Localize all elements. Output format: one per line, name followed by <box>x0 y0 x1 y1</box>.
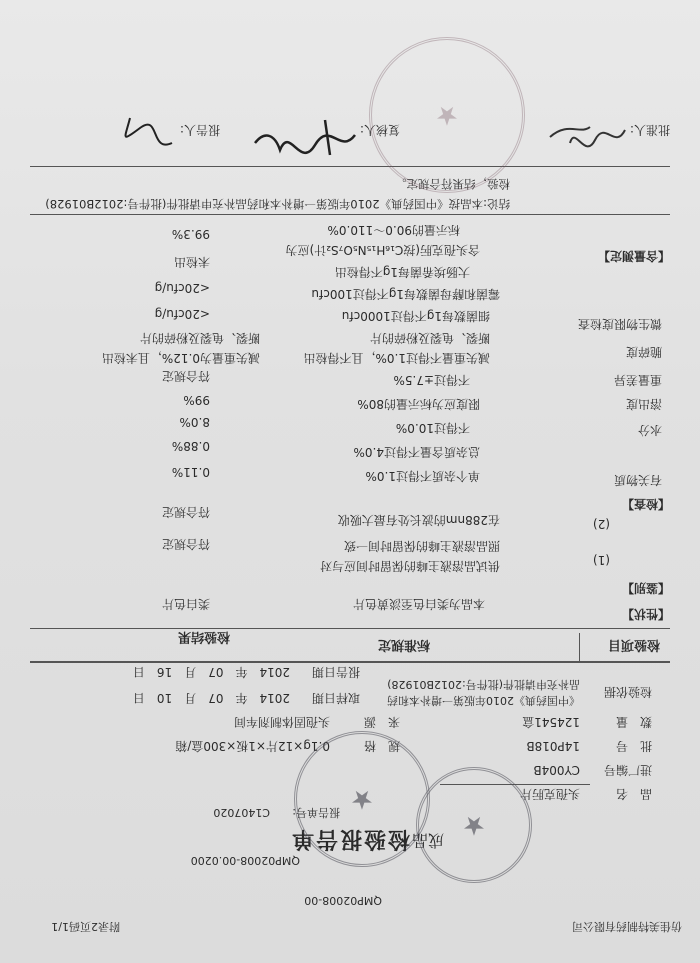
impurity-result-1: 0.11% <box>171 465 210 479</box>
report-date: 2014 年 07 月 16 日 <box>132 665 290 679</box>
entry-code-label: 进厂编号 <box>603 763 652 777</box>
assay-standard-2: 标示量的90.0～110.0% <box>327 223 460 237</box>
approver-label: 批准人: <box>629 123 670 137</box>
conclusion-line-1: 结论:本品按《中国药典》2010年版第一增补本和药品补充申请批件(批件号:2012B01928) <box>45 197 510 211</box>
microbial-label: 微生物限度检查 <box>577 317 662 331</box>
friability-standard-2: 断裂、龟裂及粉碎的片 <box>369 331 490 345</box>
batch-number: 14P018B <box>526 739 580 753</box>
product-name-label: 品 名 <box>615 787 652 801</box>
star-icon: ★ <box>350 784 374 814</box>
water-result: 8.0% <box>179 415 210 429</box>
appearance-result: 类白色片 <box>161 597 210 611</box>
sample-date-label: 取样日期 <box>311 691 360 705</box>
quality-stamp-primary <box>294 731 430 867</box>
appearance-standard: 本品为类白色至淡黄色片 <box>352 597 485 611</box>
spec-value: 0.1g×12片×1板×300盒/箱 <box>175 739 330 753</box>
microbial-standard-3: 大肠埃希菌每1g不得检出 <box>334 265 470 279</box>
section-identification: 【鉴别】 <box>621 581 670 595</box>
star-icon: ★ <box>435 100 459 130</box>
column-item-header: 检验项目 <box>607 637 660 652</box>
basis-line-2: 品补充申请批件(批件号:2012B01928) <box>387 678 580 691</box>
assay-standard-1: 含头孢克肟(按C₁₆H₁₅N₅O₇S₂计)应为 <box>285 243 480 257</box>
column-result-header: 检验结果 <box>177 629 230 644</box>
weight-variation-label: 重量差异 <box>613 373 662 387</box>
dissolution-result: 99% <box>183 393 210 407</box>
weight-variation-standard: 不得过±7.5% <box>393 373 470 387</box>
section-assay: 【含量测定】 <box>597 249 670 263</box>
impurity-standard-2: 总杂质含量不得过4.0% <box>353 445 480 459</box>
ident2-standard: 在288nm的波长处有最大吸收 <box>337 513 500 527</box>
approver-signature <box>540 111 630 155</box>
page-note: 附录2页码1/1 <box>51 920 120 933</box>
ident2-number: (2) <box>593 517 610 531</box>
batch-label: 批 号 <box>615 739 652 753</box>
product-name: 头孢克肟片 <box>519 787 580 801</box>
ident2-result: 符合规定 <box>161 505 210 519</box>
table-top-border <box>30 661 670 663</box>
title-prefix: 成品 <box>411 831 444 850</box>
water-label: 水分 <box>637 423 662 437</box>
friability-result-2: 断裂、龟裂及粉碎的片 <box>139 331 260 345</box>
company-name: 仿佳美特制药有限公司 <box>572 920 682 933</box>
basis-line-1: 《中国药典》2010年版第一增补本和药 <box>387 694 580 707</box>
column-standard-header: 标准规定 <box>377 637 430 652</box>
microbial-result-2: <20cfu/g <box>154 281 210 295</box>
impurity-result-2: 0.88% <box>171 439 210 453</box>
doc-number-secondary: QMP02008-00.0200 <box>190 854 300 867</box>
dissolution-label: 溶出度 <box>625 397 662 411</box>
microbial-standard-2: 霉菌和酵母菌数每1g不得过100cfu <box>311 287 500 301</box>
faint-stamp <box>369 37 525 193</box>
page-title: 检验报告单 <box>289 826 410 851</box>
spec-label: 规 格 <box>363 739 400 753</box>
report-date-label: 报告日期 <box>311 665 360 679</box>
impurity-label: 有关物质 <box>613 473 662 487</box>
friability-result-1: 减失重量为0.12%，且未检出 <box>101 351 260 365</box>
entry-code: CY004B <box>533 763 580 777</box>
reviewer-label: 复核人: <box>359 123 400 137</box>
reporter-label: 报告人: <box>179 123 220 137</box>
quality-stamp-secondary <box>416 767 532 883</box>
friability-standard-1: 减失重量不得过1.0%，且不得检出 <box>303 351 490 365</box>
microbial-standard-1: 细菌数每1g不得过1000cfu <box>341 309 490 323</box>
microbial-result-3: 未检出 <box>173 255 210 269</box>
section-appearance: 【性状】 <box>621 607 670 621</box>
assay-result: 99.3% <box>171 227 210 241</box>
dissolution-standard: 限度应为标示量的80% <box>357 397 480 411</box>
ident1-standard-line1: 供试品溶液主峰的保留时间应与对 <box>319 559 500 573</box>
table-bottom-border <box>30 214 670 215</box>
source-value: 头孢固体制剂车间 <box>233 715 330 729</box>
table-header-divider <box>30 628 670 629</box>
ident1-standard-line2: 照品溶液主峰的保留时间一致 <box>343 539 500 553</box>
reporter-signature <box>120 109 180 153</box>
quantity-label: 数 量 <box>615 715 652 729</box>
section-inspection: 【检查】 <box>621 497 670 511</box>
star-icon: ★ <box>462 810 486 840</box>
reviewer-signature <box>250 111 360 165</box>
basis-label: 检验依据 <box>603 685 652 699</box>
conclusion-divider <box>30 166 670 167</box>
water-standard: 不得过10.0% <box>395 421 470 435</box>
weight-variation-result: 符合规定 <box>161 369 210 383</box>
microbial-result-1: <20cfu/g <box>154 307 210 321</box>
friability-label: 脆碎度 <box>625 345 662 359</box>
impurity-standard-1: 单个杂质不得过1.0% <box>365 469 480 483</box>
report-number: C1407020 <box>213 806 270 819</box>
doc-number: QMP02008-00 <box>304 894 382 907</box>
sample-date: 2014 年 07 月 10 日 <box>132 691 290 705</box>
source-label: 来 源 <box>363 715 400 729</box>
ident1-number: (1) <box>593 553 610 567</box>
report-number-label: 报告单号: <box>292 806 340 819</box>
ident1-result: 符合规定 <box>161 537 210 551</box>
quantity-value: 124541盒 <box>522 715 580 729</box>
column-divider <box>579 633 580 663</box>
conclusion-line-2: 检验，结果符合规定。 <box>395 177 510 191</box>
